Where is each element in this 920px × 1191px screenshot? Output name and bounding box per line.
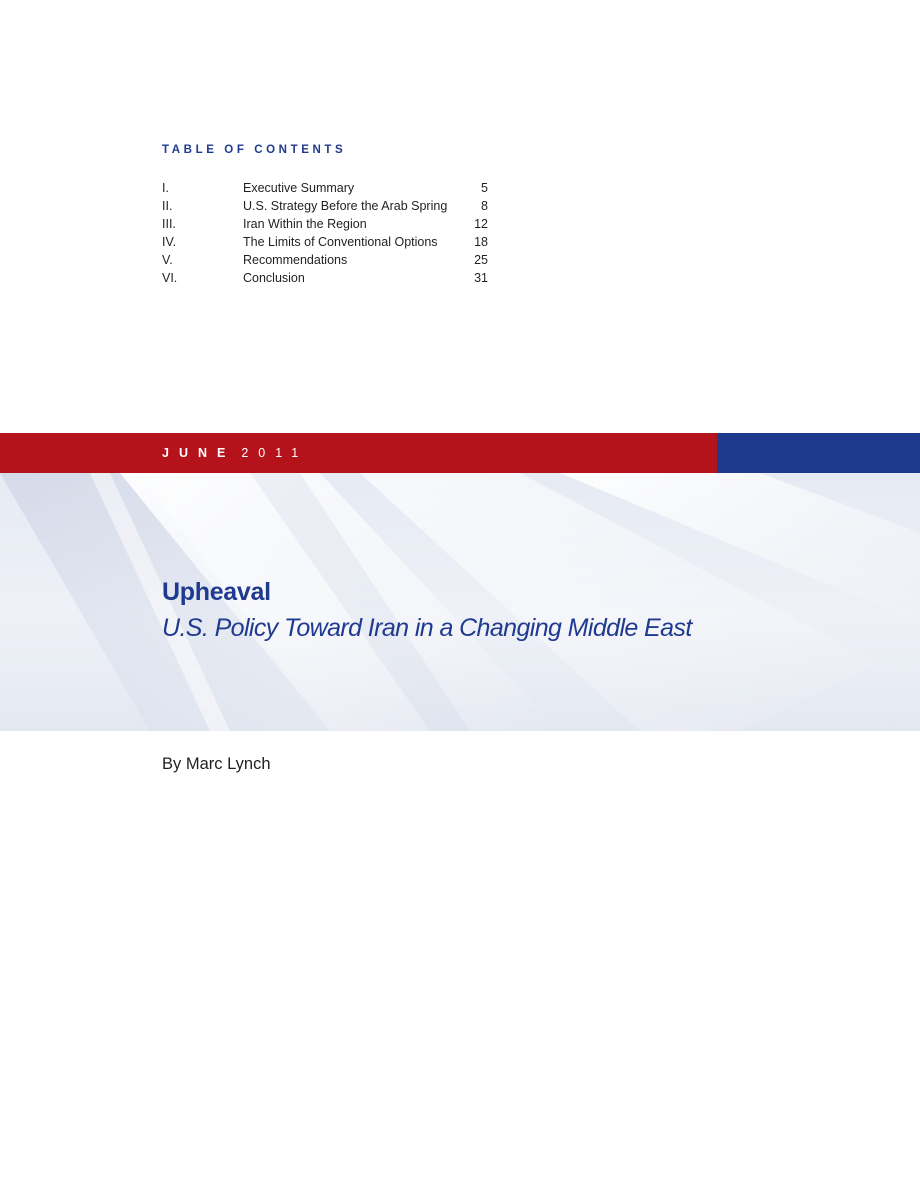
toc-item[interactable]: [162, 269, 488, 287]
toc-item-title: Recommendations: [243, 253, 348, 267]
toc-item[interactable]: [162, 233, 488, 251]
toc-item-number: V.: [162, 253, 173, 267]
toc-item-number: VI.: [162, 271, 178, 285]
toc-item-title: Conclusion: [243, 271, 305, 285]
toc-item-title: The Limits of Conventional Options: [243, 235, 438, 249]
publication-date: [162, 446, 308, 460]
toc-item-number: I.: [162, 181, 169, 195]
date-year: 2011: [241, 446, 309, 460]
toc-item[interactable]: [162, 251, 488, 269]
report-title: Upheaval: [162, 578, 271, 606]
toc-list: [162, 179, 488, 287]
author-byline: By Marc Lynch: [162, 755, 271, 773]
toc-item[interactable]: [162, 179, 488, 197]
toc-item-page: 12: [474, 217, 488, 231]
date-band-red: [0, 433, 717, 473]
toc-item-title: Executive Summary: [243, 181, 355, 195]
toc-heading: TABLE OF CONTENTS: [162, 144, 347, 156]
date-month: JUNE: [162, 446, 236, 460]
toc-item-page: 25: [474, 253, 488, 267]
toc-item-page: 5: [481, 181, 488, 195]
toc-item-title: Iran Within the Region: [243, 217, 367, 231]
date-band-blue: [717, 433, 920, 473]
hero-light-streaks: [0, 473, 920, 731]
toc-item-page: 8: [481, 199, 488, 213]
hero-background-image: [0, 473, 920, 731]
toc-item[interactable]: [162, 197, 488, 215]
toc-item-title: U.S. Strategy Before the Arab Spring: [243, 199, 448, 213]
toc-item-number: II.: [162, 199, 173, 213]
toc-item-page: 18: [474, 235, 488, 249]
report-subtitle: U.S. Policy Toward Iran in a Changing Middle East: [162, 614, 692, 642]
toc-item-page: 31: [474, 271, 488, 285]
toc-item-number: IV.: [162, 235, 177, 249]
toc-item[interactable]: [162, 215, 488, 233]
toc-item-number: III.: [162, 217, 176, 231]
